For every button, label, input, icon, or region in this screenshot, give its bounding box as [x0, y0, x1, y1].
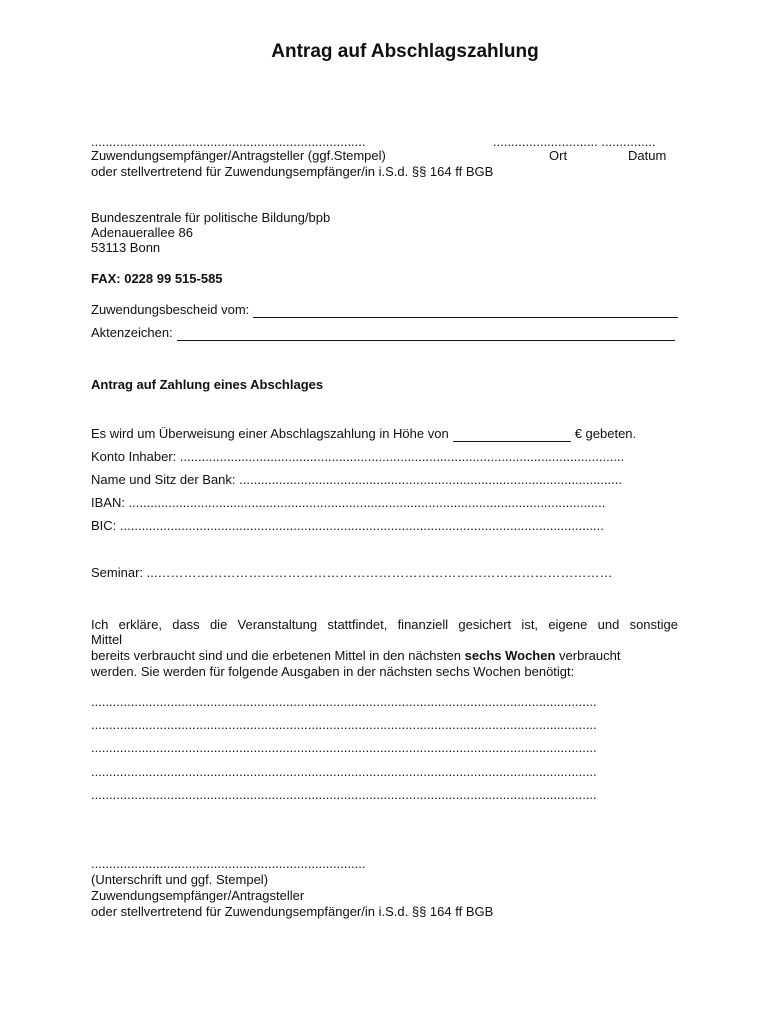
declaration-line-3-prefix: bereits verbraucht sind und die erbetenen Mittel in den nächsten: [91, 648, 465, 663]
bescheid-row: [91, 302, 678, 318]
amount-field[interactable]: [453, 430, 571, 442]
bescheid-label: Zuwendungsbescheid vom:: [91, 302, 250, 317]
aktenzeichen-label: Aktenzeichen:: [91, 325, 173, 340]
declaration-line-2: Mittel: [91, 632, 123, 647]
page-title: Antrag auf Abschlagszahlung: [271, 41, 539, 62]
bescheid-field[interactable]: [253, 306, 678, 318]
iban-line[interactable]: IBAN: ....................................................................................................................................: [91, 495, 606, 510]
section-title: Antrag auf Zahlung eines Abschlages: [91, 377, 324, 392]
kontoinhaber-line[interactable]: Konto Inhaber: ...........................................................................................................................: [91, 449, 625, 464]
declaration-emphasis: sechs Wochen: [464, 648, 556, 663]
declaration-line-3-suffix: verbraucht: [555, 648, 621, 663]
expense-line[interactable]: ............................................................................................................................................: [91, 740, 597, 755]
fax-number: FAX: 0228 99 515-585: [91, 271, 223, 286]
address-org: Bundeszentrale für politische Bildung/bpb: [91, 210, 331, 225]
aktenzeichen-field[interactable]: [177, 329, 675, 341]
payment-request-row: [91, 426, 678, 442]
sender-alt: oder stellvertretend für Zuwendungsempfänger/in i.S.d. §§ 164 ff BGB: [91, 164, 494, 179]
seminar-line[interactable]: Seminar: ...……………………………………………………………………………………………: [91, 565, 613, 580]
signature-role: Zuwendungsempfänger/Antragsteller: [91, 888, 305, 903]
ort-datum-dots: ............................. ...............: [493, 134, 656, 149]
expense-line[interactable]: ............................................................................................................................................: [91, 787, 597, 802]
signature-dots-top: ............................................................................: [91, 134, 366, 149]
signature-alt: oder stellvertretend für Zuwendungsempfänger/in i.S.d. §§ 164 ff BGB: [91, 904, 494, 919]
ort-label: Ort: [549, 148, 568, 163]
address-city: 53113 Bonn: [91, 240, 161, 255]
signature-dots-bottom: ............................................................................: [91, 856, 366, 871]
declaration-line-4: werden. Sie werden für folgende Ausgaben in der nächsten sechs Wochen benötigt:: [91, 664, 575, 679]
declaration-line-1: Ich erkläre, dass die Veranstaltung stattfindet, finanziell gesichert ist, eigene und sonstige: [91, 617, 678, 632]
expense-line[interactable]: ............................................................................................................................................: [91, 764, 597, 779]
payment-request-suffix: € gebeten.: [574, 426, 637, 441]
declaration-line-3: [91, 648, 620, 664]
expense-line[interactable]: ............................................................................................................................................: [91, 694, 597, 709]
expense-line[interactable]: ............................................................................................................................................: [91, 717, 597, 732]
bic-line[interactable]: BIC: ......................................................................................................................................: [91, 518, 604, 533]
sender-label: Zuwendungsempfänger/Antragsteller (ggf.Stempel): [91, 148, 386, 163]
datum-label: Datum: [628, 148, 667, 163]
aktenzeichen-row: [91, 325, 675, 341]
signature-caption: (Unterschrift und ggf. Stempel): [91, 872, 269, 887]
bank-line[interactable]: Name und Sitz der Bank: ..........................................................................................................: [91, 472, 622, 487]
address-street: Adenauerallee 86: [91, 225, 193, 240]
payment-request-prefix: Es wird um Überweisung einer Abschlagszahlung in Höhe von: [91, 426, 449, 441]
